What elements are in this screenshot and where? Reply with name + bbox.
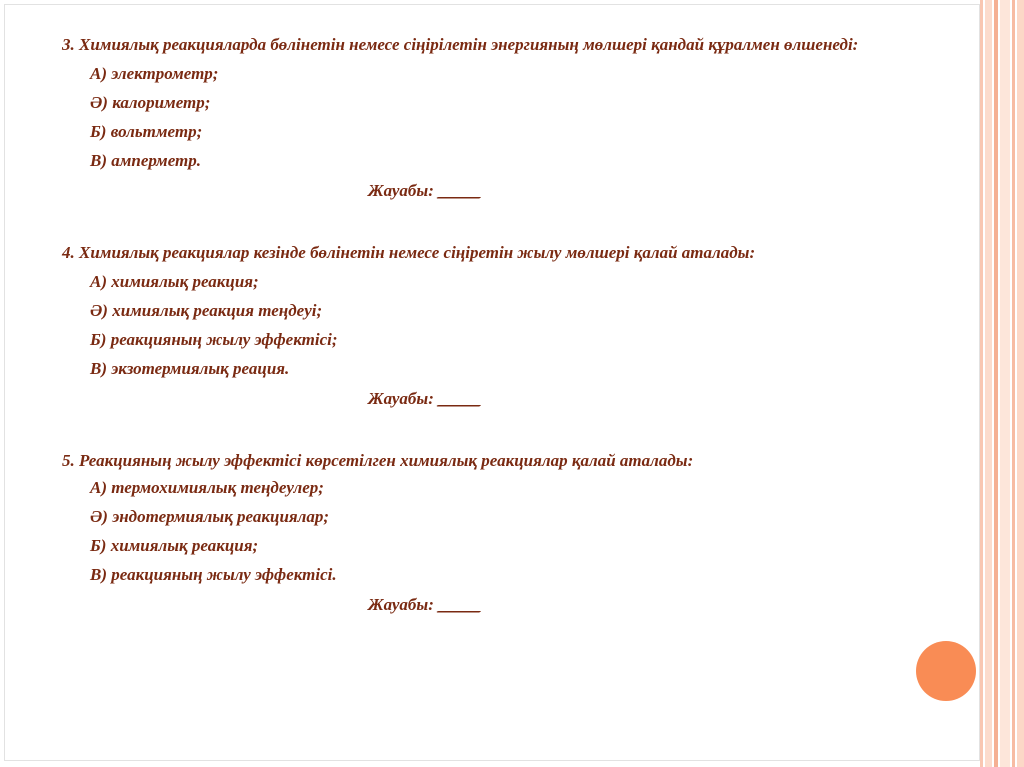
answer-blank: _____ <box>438 595 481 614</box>
answer-blank: _____ <box>438 181 481 200</box>
question-text: 5. Реакцияның жылу эффектісі көрсетілген химиялық реакциялар қалай аталады: <box>62 451 694 470</box>
decorative-stripes <box>980 0 1024 767</box>
question-block <box>62 34 882 207</box>
answer-label: Жауабы: <box>368 595 434 614</box>
option: А) химиялық реакция; <box>90 272 259 291</box>
stripe <box>985 0 992 767</box>
answer-line <box>368 383 882 415</box>
stripe <box>1017 0 1024 767</box>
option: Б) реакцияның жылу эффектісі; <box>90 330 338 349</box>
option: А) электрометр; <box>90 64 219 83</box>
stripe <box>980 0 983 767</box>
stripe <box>1012 0 1015 767</box>
answer-label: Жауабы: <box>368 389 434 408</box>
answer-label: Жауабы: <box>368 181 434 200</box>
option: Ә) эндотермиялық реакциялар; <box>90 507 330 526</box>
option: В) реакцияның жылу эффектісі. <box>90 565 337 584</box>
option: А) термохимиялық теңдеулер; <box>90 478 324 497</box>
stripe <box>994 0 998 767</box>
answer-blank: _____ <box>438 389 481 408</box>
accent-circle <box>916 641 976 701</box>
question-text: 4. Химиялық реакциялар кезінде бөлінетін немесе сіңіретін жылу мөлшері қалай аталады: <box>62 243 756 262</box>
option: Б) вольтметр; <box>90 122 203 141</box>
question-block <box>62 450 882 621</box>
option: В) амперметр. <box>90 151 201 170</box>
options-list <box>62 59 882 175</box>
question-text: 3. Химиялық реакцияларда бөлінетін немесе сіңірілетін энергияның мөлшері қандай құралмен өлшенеді: <box>62 35 859 54</box>
options-list <box>62 473 882 589</box>
answer-line <box>368 589 882 621</box>
quiz-content <box>62 34 882 621</box>
question-block <box>62 242 882 415</box>
option: В) экзотермиялық реация. <box>90 359 290 378</box>
stripe <box>1000 0 1010 767</box>
options-list <box>62 267 882 383</box>
option: Ә) химиялық реакция теңдеуі; <box>90 301 323 320</box>
option: Ә) калориметр; <box>90 93 211 112</box>
answer-line <box>368 175 882 207</box>
option: Б) химиялық реакция; <box>90 536 259 555</box>
